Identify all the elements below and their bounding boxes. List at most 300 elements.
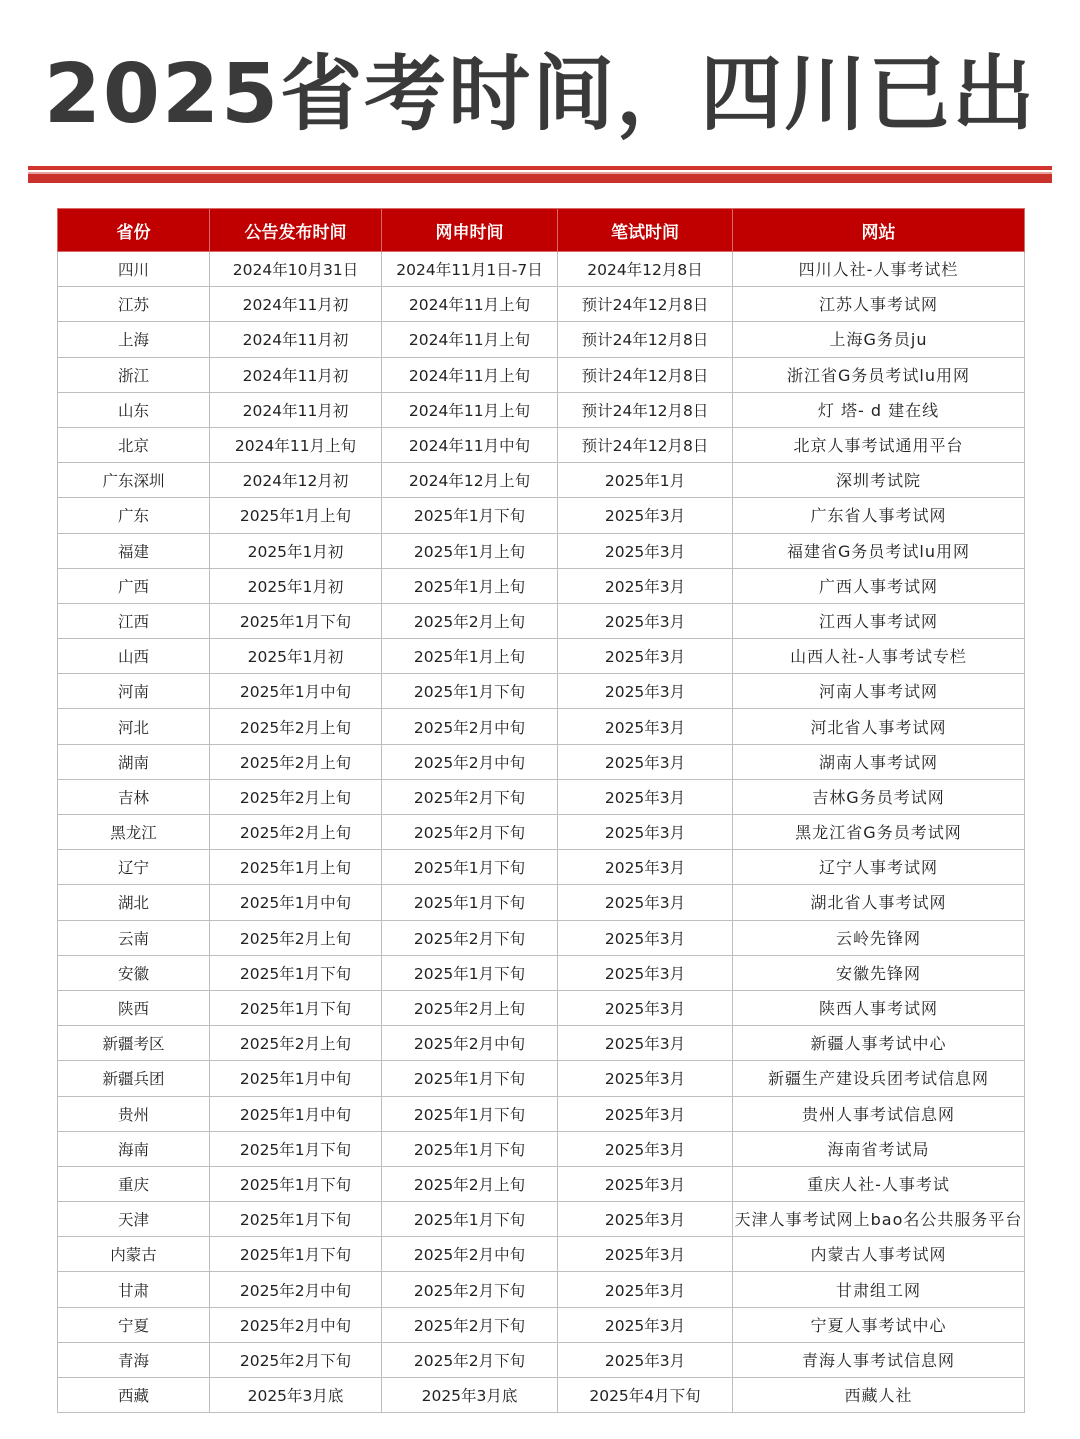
announcement-date-cell: [210, 1061, 382, 1096]
announcement-date-cell-text: 2025年2月上旬: [239, 824, 352, 843]
exam-date-cell-text: 2025年3月: [604, 859, 686, 878]
website-cell: [733, 744, 1025, 779]
table-row: [58, 639, 1025, 674]
table-header-row: [58, 209, 1025, 252]
registration-date-cell: [382, 1166, 558, 1201]
registration-date-cell-text: 2025年1月下旬: [413, 859, 526, 878]
announcement-date-cell-text: 2025年1月下旬: [239, 1211, 352, 1230]
registration-date-cell-text: 2025年1月下旬: [413, 1211, 526, 1230]
province-cell: [58, 674, 210, 709]
province-cell: [58, 744, 210, 779]
exam-date-cell: [558, 322, 733, 357]
table-row: [58, 1131, 1025, 1166]
website-cell-text: 山西人社-人事考试专栏: [790, 647, 967, 667]
exam-date-cell-text: 2025年3月: [604, 577, 686, 596]
announcement-date-cell: [210, 1202, 382, 1237]
province-cell-text: 北京: [117, 437, 149, 456]
website-cell-text: 广西人事考试网: [818, 576, 938, 596]
website-cell-text: 新疆人事考试中心: [810, 1034, 947, 1054]
table-row: [58, 885, 1025, 920]
registration-date-cell: [382, 427, 558, 462]
announcement-date-cell: [210, 1378, 382, 1413]
announcement-date-cell-text: 2024年11月初: [242, 296, 349, 315]
website-cell-text: 青海人事考试信息网: [801, 1350, 955, 1370]
registration-date-cell-text: 2024年11月1日-7日: [396, 261, 543, 280]
province-cell-text: 浙江: [117, 366, 149, 385]
website-cell-text: 辽宁人事考试网: [818, 858, 938, 878]
exam-date-cell: [558, 603, 733, 638]
announcement-date-cell: [210, 744, 382, 779]
website-cell-text: 广东省人事考试网: [810, 506, 947, 526]
exam-date-cell-text: 2025年3月: [604, 753, 686, 772]
province-cell: [58, 357, 210, 392]
website-cell: [733, 1202, 1025, 1237]
registration-date-cell: [382, 533, 558, 568]
website-cell-text: 四川人社-人事考试栏: [798, 260, 959, 280]
announcement-date-cell: [210, 533, 382, 568]
registration-date-cell: [382, 322, 558, 357]
website-cell-text: 陕西人事考试网: [818, 999, 938, 1019]
table-row: [58, 1378, 1025, 1413]
table-row: [58, 603, 1025, 638]
exam-date-cell-text: 2025年3月: [604, 612, 686, 631]
website-cell-text: 深圳考试院: [835, 471, 921, 491]
exam-date-cell: [558, 1026, 733, 1061]
website-cell-text: 灯 塔- d 建在线: [817, 400, 940, 420]
website-cell-text: 甘肃组工网: [835, 1280, 921, 1300]
announcement-date-cell: [210, 885, 382, 920]
divider-bar: [28, 166, 1052, 170]
announcement-date-cell: [210, 674, 382, 709]
announcement-date-cell-text: 2025年1月上旬: [239, 859, 352, 878]
announcement-date-cell: [210, 322, 382, 357]
announcement-date-cell: [210, 1131, 382, 1166]
exam-date-cell: [558, 1378, 733, 1413]
announcement-date-cell-text: 2025年2月上旬: [239, 788, 352, 807]
province-cell: [58, 463, 210, 498]
exam-date-cell-text: 预计24年12月8日: [581, 296, 709, 315]
website-cell: [733, 779, 1025, 814]
province-cell-text: 福建: [117, 542, 149, 561]
registration-date-cell: [382, 252, 558, 287]
registration-date-cell: [382, 1272, 558, 1307]
table-row: [58, 1061, 1025, 1096]
province-cell-text: 湖北: [117, 894, 149, 913]
website-cell: [733, 1026, 1025, 1061]
header-announcement-date: 公告发布时间: [210, 209, 382, 252]
registration-date-cell: [382, 815, 558, 850]
header-registration-date: 网申时间: [382, 209, 558, 252]
table-row: [58, 709, 1025, 744]
registration-date-cell: [382, 1061, 558, 1096]
registration-date-cell: [382, 1131, 558, 1166]
website-cell: [733, 815, 1025, 850]
province-cell: [58, 427, 210, 462]
exam-date-cell: [558, 463, 733, 498]
province-cell-text: 河南: [117, 683, 149, 702]
registration-date-cell-text: 2025年1月上旬: [413, 542, 526, 561]
website-cell-text: 河南人事考试网: [818, 682, 938, 702]
website-cell-text: 新疆生产建设兵团考试信息网: [767, 1069, 989, 1089]
exam-date-cell: [558, 392, 733, 427]
announcement-date-cell: [210, 709, 382, 744]
province-cell-text: 四川: [117, 261, 149, 280]
website-cell: [733, 1378, 1025, 1413]
announcement-date-cell: [210, 357, 382, 392]
website-cell: [733, 463, 1025, 498]
registration-date-cell-text: 2025年2月下旬: [413, 1351, 526, 1370]
exam-date-cell: [558, 287, 733, 322]
announcement-date-cell-text: 2025年2月上旬: [239, 753, 352, 772]
website-cell-text: 西藏人社: [844, 1386, 913, 1406]
exam-date-cell-text: 2025年3月: [604, 683, 686, 702]
announcement-date-cell-text: 2025年1月下旬: [239, 964, 352, 983]
province-cell: [58, 533, 210, 568]
announcement-date-cell-text: 2025年1月下旬: [239, 612, 352, 631]
announcement-date-cell-text: 2025年1月初: [247, 648, 344, 667]
registration-date-cell: [382, 1342, 558, 1377]
announcement-date-cell: [210, 287, 382, 322]
announcement-date-cell: [210, 498, 382, 533]
exam-date-cell: [558, 744, 733, 779]
table-row: [58, 955, 1025, 990]
website-cell: [733, 990, 1025, 1025]
announcement-date-cell: [210, 1237, 382, 1272]
registration-date-cell-text: 2025年2月上旬: [413, 612, 526, 631]
announcement-date-cell: [210, 603, 382, 638]
table-row: [58, 357, 1025, 392]
registration-date-cell-text: 2024年11月中旬: [408, 437, 531, 456]
exam-date-cell: [558, 1342, 733, 1377]
registration-date-cell-text: 2025年1月下旬: [413, 1070, 526, 1089]
exam-date-cell-text: 2025年3月: [604, 1105, 686, 1124]
registration-date-cell: [382, 287, 558, 322]
website-cell-text: 天津人事考试网上bao名公共服务平台: [734, 1210, 1023, 1230]
province-cell: [58, 1026, 210, 1061]
province-cell-text: 吉林: [117, 788, 149, 807]
province-cell-text: 宁夏: [117, 1316, 149, 1335]
website-cell: [733, 533, 1025, 568]
table-row: [58, 392, 1025, 427]
province-cell-text: 青海: [117, 1351, 149, 1370]
registration-date-cell: [382, 744, 558, 779]
table-row: [58, 252, 1025, 287]
registration-date-cell-text: 2025年3月底: [421, 1387, 518, 1406]
registration-date-cell-text: 2024年11月上旬: [408, 296, 531, 315]
registration-date-cell-text: 2025年1月下旬: [413, 1140, 526, 1159]
website-cell-text: 北京人事考试通用平台: [793, 436, 964, 456]
province-cell-text: 上海: [117, 331, 149, 350]
announcement-date-cell: [210, 920, 382, 955]
province-cell-text: 重庆: [117, 1175, 149, 1194]
table-body: [58, 252, 1025, 1413]
website-cell: [733, 885, 1025, 920]
website-cell-text: 云岭先锋网: [835, 928, 921, 948]
announcement-date-cell: [210, 1096, 382, 1131]
registration-date-cell: [382, 1307, 558, 1342]
exam-date-cell-text: 2025年3月: [604, 824, 686, 843]
website-cell: [733, 392, 1025, 427]
registration-date-cell: [382, 603, 558, 638]
registration-date-cell: [382, 463, 558, 498]
exam-date-cell-text: 2025年3月: [604, 1351, 686, 1370]
table-row: [58, 920, 1025, 955]
exam-date-cell-text: 2025年3月: [604, 1000, 686, 1019]
province-cell: [58, 392, 210, 427]
website-cell: [733, 1342, 1025, 1377]
exam-date-cell-text: 2025年3月: [604, 718, 686, 737]
announcement-date-cell-text: 2025年1月下旬: [239, 1175, 352, 1194]
website-cell-text: 宁夏人事考试中心: [810, 1315, 947, 1335]
exam-date-cell: [558, 1307, 733, 1342]
announcement-date-cell-text: 2024年11月初: [242, 331, 349, 350]
province-cell-text: 辽宁: [117, 859, 149, 878]
province-cell: [58, 885, 210, 920]
registration-date-cell: [382, 955, 558, 990]
exam-date-cell: [558, 850, 733, 885]
registration-date-cell-text: 2025年1月下旬: [413, 894, 526, 913]
province-cell-text: 云南: [117, 929, 149, 948]
registration-date-cell-text: 2025年1月下旬: [413, 683, 526, 702]
table-row: [58, 674, 1025, 709]
registration-date-cell-text: 2025年1月下旬: [413, 1105, 526, 1124]
announcement-date-cell-text: 2025年2月中旬: [239, 1281, 352, 1300]
province-cell: [58, 1166, 210, 1201]
website-cell: [733, 1272, 1025, 1307]
exam-date-cell-text: 2025年3月: [604, 1281, 686, 1300]
province-cell-text: 贵州: [117, 1105, 149, 1124]
table-row: [58, 1096, 1025, 1131]
exam-date-cell-text: 2025年3月: [604, 1070, 686, 1089]
registration-date-cell: [382, 920, 558, 955]
exam-date-cell-text: 2025年3月: [604, 894, 686, 913]
announcement-date-cell-text: 2025年1月中旬: [239, 683, 352, 702]
website-cell: [733, 709, 1025, 744]
province-cell-text: 天津: [117, 1211, 149, 1230]
announcement-date-cell: [210, 252, 382, 287]
announcement-date-cell-text: 2025年3月底: [247, 1387, 344, 1406]
exam-date-cell-text: 2025年3月: [604, 929, 686, 948]
province-cell-text: 安徽: [117, 964, 149, 983]
table-row: [58, 1307, 1025, 1342]
announcement-date-cell: [210, 427, 382, 462]
exam-date-cell-text: 2025年3月: [604, 1211, 686, 1230]
website-cell-text: 河北省人事考试网: [810, 717, 947, 737]
announcement-date-cell-text: 2025年1月初: [247, 577, 344, 596]
province-cell-text: 陕西: [117, 1000, 149, 1019]
exam-date-cell: [558, 779, 733, 814]
announcement-date-cell: [210, 815, 382, 850]
table-row: [58, 1026, 1025, 1061]
exam-date-cell: [558, 709, 733, 744]
exam-date-cell: [558, 252, 733, 287]
registration-date-cell-text: 2025年1月下旬: [413, 507, 526, 526]
table-row: [58, 990, 1025, 1025]
table-row: [58, 1237, 1025, 1272]
exam-date-cell: [558, 674, 733, 709]
province-cell-text: 湖南: [117, 753, 149, 772]
province-cell-text: 新疆考区: [102, 1035, 165, 1054]
announcement-date-cell-text: 2025年1月下旬: [239, 1140, 352, 1159]
announcement-date-cell-text: 2025年1月下旬: [239, 1246, 352, 1265]
announcement-date-cell: [210, 850, 382, 885]
announcement-date-cell: [210, 990, 382, 1025]
exam-date-cell-text: 2025年3月: [604, 1140, 686, 1159]
table-row: [58, 850, 1025, 885]
registration-date-cell: [382, 709, 558, 744]
exam-date-cell-text: 2025年4月下旬: [589, 1387, 701, 1406]
registration-date-cell-text: 2025年2月下旬: [413, 824, 526, 843]
province-cell: [58, 815, 210, 850]
registration-date-cell: [382, 885, 558, 920]
exam-date-cell-text: 预计24年12月8日: [581, 401, 709, 420]
province-cell: [58, 639, 210, 674]
province-cell: [58, 1061, 210, 1096]
registration-date-cell-text: 2025年1月下旬: [413, 964, 526, 983]
exam-date-cell: [558, 1131, 733, 1166]
table-row: [58, 1272, 1025, 1307]
exam-date-cell: [558, 1166, 733, 1201]
website-cell: [733, 1237, 1025, 1272]
table-row: [58, 427, 1025, 462]
announcement-date-cell: [210, 1166, 382, 1201]
registration-date-cell-text: 2025年1月上旬: [413, 577, 526, 596]
province-cell: [58, 322, 210, 357]
registration-date-cell: [382, 779, 558, 814]
table-row: [58, 568, 1025, 603]
announcement-date-cell: [210, 463, 382, 498]
exam-date-cell: [558, 1272, 733, 1307]
exam-date-cell: [558, 357, 733, 392]
province-cell: [58, 1307, 210, 1342]
table-row: [58, 287, 1025, 322]
announcement-date-cell-text: 2024年11月初: [242, 401, 349, 420]
exam-date-cell-text: 2025年3月: [604, 507, 686, 526]
website-cell-text: 江苏人事考试网: [818, 295, 938, 315]
province-cell: [58, 990, 210, 1025]
exam-date-cell: [558, 568, 733, 603]
announcement-date-cell-text: 2024年11月上旬: [234, 437, 357, 456]
registration-date-cell-text: 2025年2月下旬: [413, 1316, 526, 1335]
website-cell: [733, 568, 1025, 603]
province-cell-text: 广东深圳: [102, 472, 165, 491]
website-cell: [733, 1096, 1025, 1131]
website-cell: [733, 1166, 1025, 1201]
registration-date-cell-text: 2025年2月下旬: [413, 929, 526, 948]
exam-date-cell-text: 2025年3月: [604, 648, 686, 667]
website-cell-text: 海南省考试局: [827, 1139, 930, 1159]
exam-date-cell: [558, 990, 733, 1025]
exam-date-cell: [558, 1237, 733, 1272]
registration-date-cell-text: 2024年11月上旬: [408, 331, 531, 350]
province-cell: [58, 850, 210, 885]
province-cell-text: 广东: [117, 507, 149, 526]
province-cell: [58, 1342, 210, 1377]
website-cell-text: 江西人事考试网: [818, 611, 938, 631]
website-cell: [733, 427, 1025, 462]
registration-date-cell-text: 2025年2月中旬: [413, 1035, 526, 1054]
announcement-date-cell: [210, 1272, 382, 1307]
exam-date-cell: [558, 498, 733, 533]
announcement-date-cell: [210, 568, 382, 603]
announcement-date-cell: [210, 1342, 382, 1377]
province-cell: [58, 1131, 210, 1166]
registration-date-cell-text: 2025年2月上旬: [413, 1000, 526, 1019]
province-cell-text: 河北: [117, 718, 149, 737]
announcement-date-cell-text: 2025年1月中旬: [239, 1105, 352, 1124]
registration-date-cell: [382, 1096, 558, 1131]
province-cell-text: 西藏: [117, 1387, 149, 1406]
registration-date-cell-text: 2025年1月上旬: [413, 648, 526, 667]
announcement-date-cell-text: 2024年12月初: [242, 472, 349, 491]
website-cell-text: 黑龙江省G务员考试网: [795, 823, 962, 843]
province-cell-text: 海南: [117, 1140, 149, 1159]
province-cell: [58, 252, 210, 287]
website-cell: [733, 920, 1025, 955]
exam-date-cell-text: 2025年3月: [604, 1246, 686, 1265]
registration-date-cell-text: 2025年2月下旬: [413, 788, 526, 807]
table-row: [58, 815, 1025, 850]
registration-date-cell: [382, 1202, 558, 1237]
registration-date-cell: [382, 1237, 558, 1272]
divider-bar-thick: [28, 174, 1052, 183]
header-province: 省份: [58, 209, 210, 252]
exam-date-cell: [558, 1096, 733, 1131]
province-cell: [58, 955, 210, 990]
website-cell-text: 上海G务员ju: [829, 330, 928, 350]
province-cell: [58, 498, 210, 533]
province-cell: [58, 1237, 210, 1272]
province-cell: [58, 779, 210, 814]
table-row: [58, 322, 1025, 357]
exam-date-cell: [558, 885, 733, 920]
registration-date-cell: [382, 674, 558, 709]
province-cell-text: 黑龙江: [110, 824, 157, 843]
province-cell-text: 甘肃: [117, 1281, 149, 1300]
website-cell-text: 内蒙古人事考试网: [810, 1245, 947, 1265]
announcement-date-cell-text: 2025年2月上旬: [239, 718, 352, 737]
registration-date-cell: [382, 850, 558, 885]
announcement-date-cell-text: 2025年2月中旬: [239, 1316, 352, 1335]
table-row: [58, 463, 1025, 498]
registration-date-cell: [382, 1026, 558, 1061]
table-row: [58, 1342, 1025, 1377]
website-cell-text: 湖南人事考试网: [818, 752, 938, 772]
exam-date-cell-text: 2025年3月: [604, 964, 686, 983]
registration-date-cell: [382, 1378, 558, 1413]
province-cell: [58, 709, 210, 744]
announcement-date-cell: [210, 392, 382, 427]
exam-date-cell: [558, 639, 733, 674]
province-cell-text: 山西: [117, 648, 149, 667]
table-row: [58, 1202, 1025, 1237]
announcement-date-cell-text: 2024年10月31日: [232, 261, 359, 280]
registration-date-cell: [382, 639, 558, 674]
website-cell-text: 湖北省人事考试网: [810, 893, 947, 913]
announcement-date-cell: [210, 639, 382, 674]
exam-date-cell-text: 2025年3月: [604, 1316, 686, 1335]
registration-date-cell-text: 2025年2月上旬: [413, 1175, 526, 1194]
exam-date-cell: [558, 920, 733, 955]
announcement-date-cell-text: 2025年1月中旬: [239, 894, 352, 913]
website-cell: [733, 603, 1025, 638]
exam-date-cell-text: 2025年3月: [604, 1175, 686, 1194]
exam-date-cell-text: 预计24年12月8日: [581, 437, 709, 456]
province-cell: [58, 1378, 210, 1413]
table-row: [58, 498, 1025, 533]
website-cell-text: 重庆人社-人事考试: [807, 1174, 950, 1194]
registration-date-cell-text: 2025年2月中旬: [413, 1246, 526, 1265]
